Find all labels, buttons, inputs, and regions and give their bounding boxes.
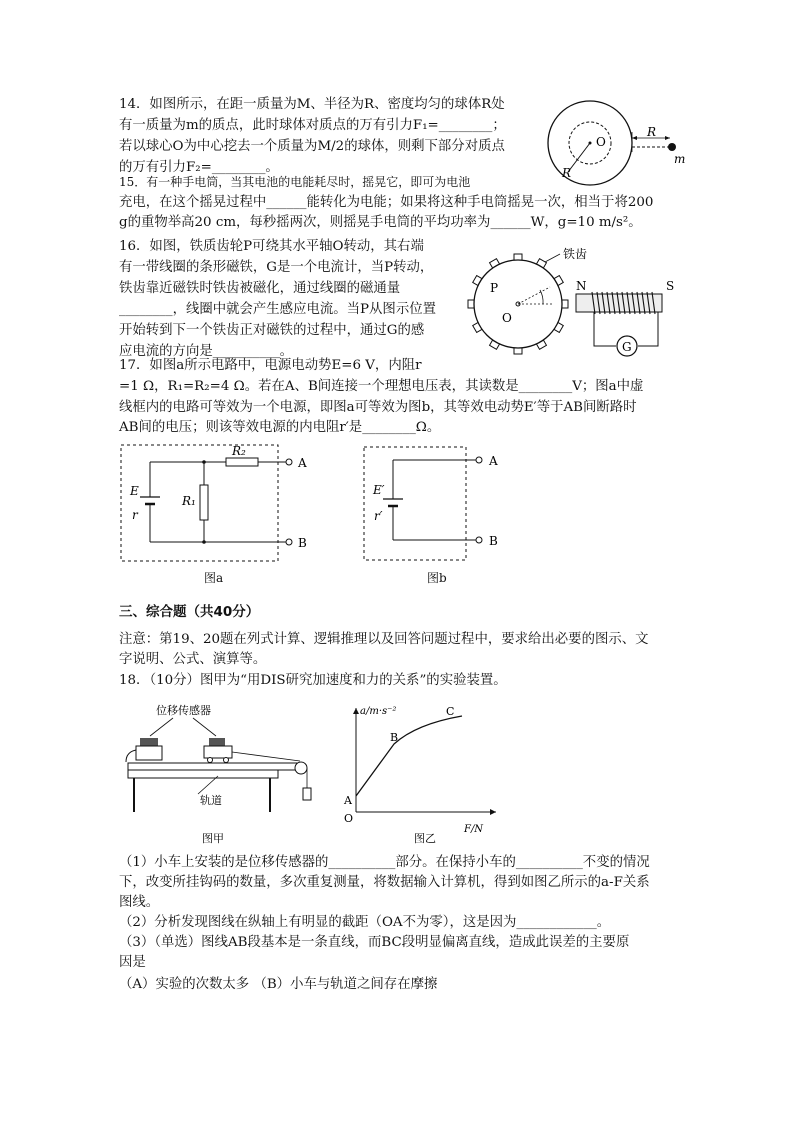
pulley	[295, 762, 307, 774]
q15-line-2: 充电，在这个摇晃过程中______能转化为电能；如果将这种手电筒摇晃一次，相当于将200	[119, 195, 654, 210]
tooth-pointer	[545, 254, 560, 262]
label-B: B	[298, 536, 307, 550]
q14-line-4: 的万有引力F₂=________。	[119, 160, 279, 175]
gear	[468, 246, 587, 354]
resistor-R2	[226, 458, 258, 466]
q16-line-5: 开始转到下一个铁齿正对磁铁的过程中，通过G的感	[119, 323, 425, 338]
label-O: O	[596, 135, 606, 149]
node-bottom	[202, 540, 206, 544]
point-B-label: B	[390, 731, 399, 744]
origin-label: O	[344, 812, 354, 825]
q18-part3-line-1: （3）（单选）图线AB段基本是一条直线，而BC段明显偏离直线，造成此误差的主要原	[119, 935, 630, 950]
table-top	[128, 770, 278, 778]
q18-part1-line-1: （1）小车上安装的是位移传感器的__________部分。在保持小车的__________不变的情况	[119, 855, 650, 870]
caption-fig-a: 图a	[204, 571, 224, 585]
cart	[204, 746, 232, 758]
label-R-distance: R	[647, 125, 657, 139]
q18-part3-line-2: 因是	[119, 955, 146, 970]
q17-circuit-b	[361, 444, 521, 569]
q15-line-3: g的重物举高20 cm，每秒摇两次，则摇晃手电筒的平均功率为______W，g=10 m/s²。	[119, 215, 642, 230]
point-A-label: A	[344, 794, 352, 807]
q14-line-1: 14．如图所示，在距一质量为M、半径为R、密度均匀的球体R处	[119, 97, 505, 112]
cart-wheel-left	[208, 758, 213, 763]
caption-fig-yi: 图乙	[414, 832, 436, 845]
label-P: P	[490, 281, 499, 295]
string	[232, 752, 300, 761]
node-top	[202, 460, 206, 464]
label-tooth: 铁齿	[563, 247, 588, 261]
radius-line	[568, 143, 590, 172]
dashed-box-b	[364, 447, 466, 560]
label-R2: R₂	[232, 444, 246, 458]
label-B: B	[489, 534, 498, 548]
section-note-2: 字说明、公式、演算等。	[119, 652, 267, 667]
sensor-pointer-1	[150, 718, 173, 736]
q14-line-2: 有一质量为m的质点，此时球体对质点的万有引力F₁=________；	[119, 118, 506, 133]
terminal-B	[476, 537, 482, 543]
arrowhead-left	[632, 136, 637, 140]
x-axis-arrow	[490, 809, 496, 815]
x-axis-label: F/N	[464, 824, 484, 835]
label-r: r	[132, 508, 138, 522]
cart-wheel-right	[224, 758, 229, 763]
label-N: N	[576, 279, 587, 293]
q18-options: （A）实验的次数太多 （B）小车与轨道之间存在摩擦	[119, 977, 438, 992]
q15-line-1: 15．有一种手电筒，当其电池的电能耗尽时，摇晃它，即可为电池	[119, 175, 471, 189]
terminal-A	[286, 459, 292, 465]
label-S: S	[666, 279, 675, 293]
q16-line-6: 应电流的方向是__________。	[119, 344, 294, 359]
point-C-label: C	[446, 705, 455, 718]
caption-fig-jia: 图甲	[202, 832, 224, 845]
label-O: O	[502, 311, 512, 325]
label-A: A	[489, 454, 498, 468]
q16-line-4: ________，线圈中就会产生感应电流。当P从图示位置	[119, 302, 436, 317]
label-G: G	[622, 340, 632, 354]
bar-magnet-with-coil	[576, 279, 674, 356]
q18-part1-line-2: 下，改变所挂钩码的数量，多次重复测量，将数据输入计算机，得到如图乙所示的a-F关系	[119, 875, 650, 890]
q17-line-1: 17．如图a所示电路中，电源电动势E=6 V，内阻r	[119, 358, 422, 373]
q18-graph-figure	[336, 700, 506, 845]
resistor-R1	[200, 485, 208, 520]
hook-weight	[303, 788, 311, 800]
q16-line-2: 有一带线圈的条形磁铁，G是一个电流计，当P转动，	[119, 260, 434, 275]
section-heading: 三、综合题（共40分）	[119, 604, 260, 620]
section-note-1: 注意：第19、20题在列式计算、逻辑推理以及回答问题过程中，要求给出必要的图示、文	[119, 632, 649, 647]
q18-part1-line-3: 图线。	[119, 895, 160, 910]
q17-circuit-a	[118, 442, 318, 567]
wire-left	[594, 312, 616, 346]
q18-intro: 18．（10分）图甲为“用DIS研究加速度和力的关系”的实验装置。	[119, 673, 507, 688]
y-axis-label: a/m·s⁻²	[360, 706, 397, 717]
terminal-B	[286, 539, 292, 545]
sensor-cable	[126, 750, 136, 762]
q14-line-3: 若以球心O为中心挖去一个质量为M/2的球体，则剩下部分对质点	[119, 139, 505, 154]
label-E: E	[130, 484, 139, 498]
q17-line-2: =1 Ω，R₁=R₂=4 Ω。若在A、B间连接一个理想电压表，其读数是________V；图a中虚	[119, 379, 644, 394]
label-r-prime: r′	[374, 509, 383, 523]
sensor-emitter	[140, 738, 158, 746]
terminal-A	[476, 457, 482, 463]
label-R1: R₁	[182, 494, 196, 508]
y-axis-arrow	[353, 708, 359, 714]
wire-right	[638, 312, 658, 346]
sensor-receiver	[136, 746, 162, 760]
q18-part2: （2）分析发现图线在纵轴上有明显的截距（OA不为零），这是因为____________。	[119, 915, 611, 930]
point-mass	[668, 143, 676, 151]
label-sensor: 位移传感器	[156, 704, 211, 717]
q16-line-1: 16．如图，铁质齿轮P可绕其水平轴O转动，其右端	[119, 239, 424, 254]
q16-line-3: 铁齿靠近磁铁时铁齿被磁化，通过线圈的磁通量	[119, 281, 401, 296]
label-A: A	[298, 456, 307, 470]
q17-line-3: 线框内的电路可等效为一个电源，即图a可等效为图b，其等效电动势E′等于AB间断路时	[119, 400, 637, 415]
caption-fig-b: 图b	[427, 571, 447, 585]
sensor-pointer-2	[193, 718, 216, 736]
q14-sphere-figure	[540, 100, 690, 190]
arrowhead-right	[665, 136, 670, 140]
cart-sensor-top	[209, 738, 225, 746]
label-E-prime: E′	[373, 483, 385, 497]
label-R-radius: R	[562, 166, 572, 180]
q16-gear-figure	[470, 242, 685, 360]
a-F-curve	[356, 716, 462, 796]
q18-apparatus-figure	[118, 700, 328, 845]
q17-line-4: AB间的电压；则该等效电源的内电阻r′是________Ω。	[119, 420, 441, 435]
track	[128, 763, 300, 770]
track-pointer	[198, 776, 218, 794]
label-track: 轨道	[200, 794, 222, 807]
label-m: m	[674, 152, 686, 166]
